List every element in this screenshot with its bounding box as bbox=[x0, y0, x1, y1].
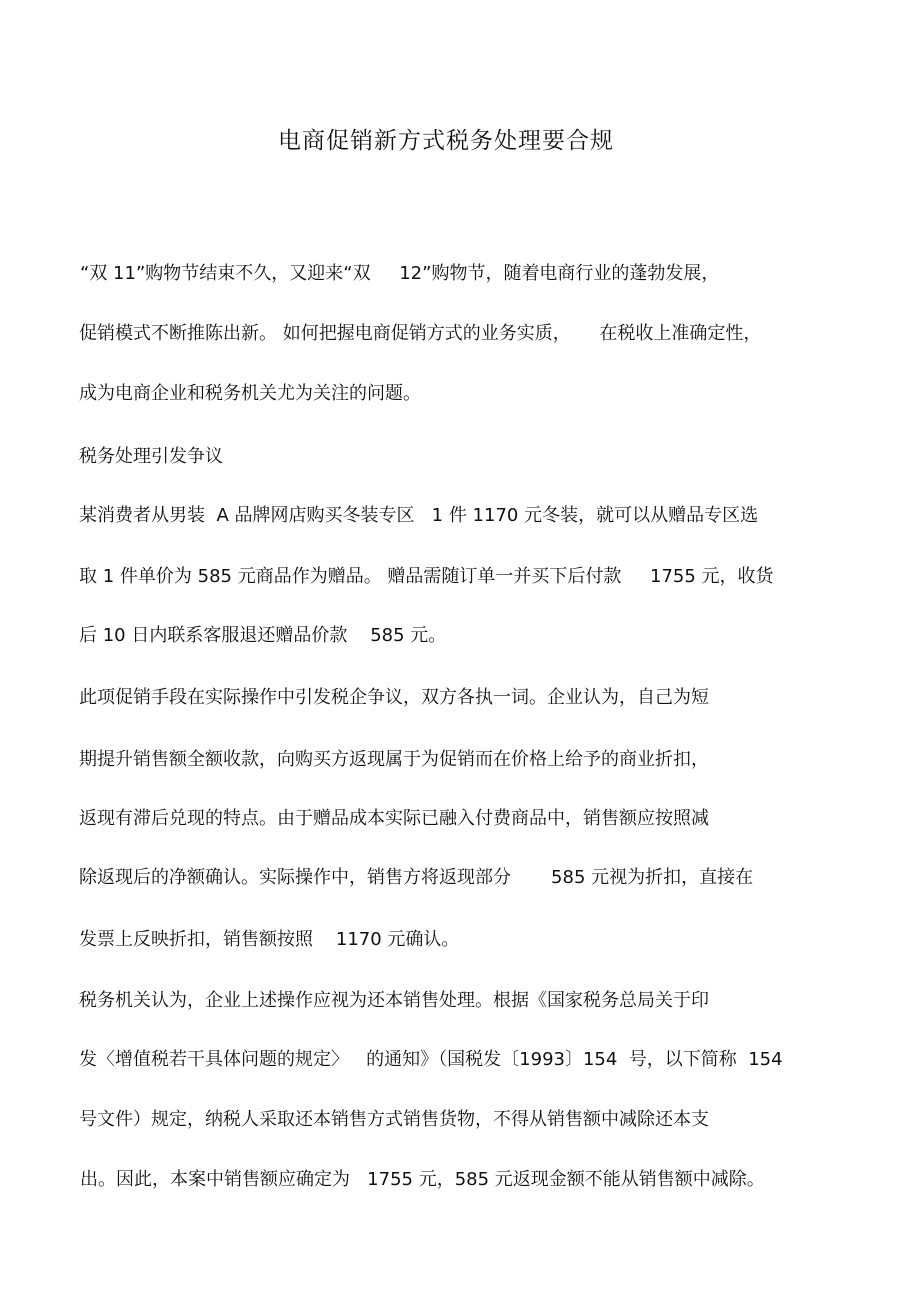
paragraph-line: 返现有滞后兑现的特点。由于赠品成本实际已融入付费商品中，销售额应按照减 bbox=[79, 808, 709, 829]
section-heading: 税务处理引发争议 bbox=[79, 446, 223, 467]
paragraph-line: 发〈增值税若干具体问题的规定〉 的通知》（国税发〔1993〕154 号，以下简称 154 bbox=[79, 1049, 783, 1070]
paragraph-line: 此项促销手段在实际操作中引发税企争议，双方各执一词。企业认为，自己为短 bbox=[79, 687, 709, 708]
paragraph-line: 促销模式不断推陈出新。 如何把握电商促销方式的业务实质， 在税收上准确定性， bbox=[79, 323, 762, 344]
paragraph-line: 期提升销售额全额收款，向购买方返现属于为促销而在价格上给予的商业折扣， bbox=[79, 749, 709, 770]
document-title: 电商促销新方式税务处理要合规 bbox=[278, 128, 614, 154]
paragraph-line: 发票上反映折扣，销售额按照 1170 元确认。 bbox=[79, 929, 460, 950]
paragraph-line: 后 10 日内联系客服退还赠品价款 585 元。 bbox=[79, 625, 447, 646]
paragraph-line: 某消费者从男装 A 品牌网店购买冬装专区 1 件 1170 元冬装，就可以从赠品专区选 bbox=[79, 505, 759, 526]
paragraph-line: 取 1 件单价为 585 元商品作为赠品。 赠品需随订单一并买下后付款 1755 元，收货 bbox=[79, 566, 774, 587]
paragraph-line: 成为电商企业和税务机关尤为关注的问题。 bbox=[79, 383, 421, 404]
paragraph-line: 出。因此，本案中销售额应确定为 1755 元，585 元返现金额不能从销售额中减除。 bbox=[80, 1169, 765, 1190]
paragraph-line: 号文件）规定，纳税人采取还本销售方式销售货物，不得从销售额中减除还本支 bbox=[79, 1109, 709, 1130]
paragraph-line: 除返现后的净额确认。实际操作中，销售方将返现部分 585 元视为折扣，直接在 bbox=[79, 867, 754, 888]
paragraph-line: 税务机关认为，企业上述操作应视为还本销售处理。根据《国家税务总局关于印 bbox=[79, 990, 709, 1011]
paragraph-line: “双 11”购物节结束不久，又迎来“双 12”购物节，随着电商行业的蓬勃发展， bbox=[80, 263, 720, 284]
